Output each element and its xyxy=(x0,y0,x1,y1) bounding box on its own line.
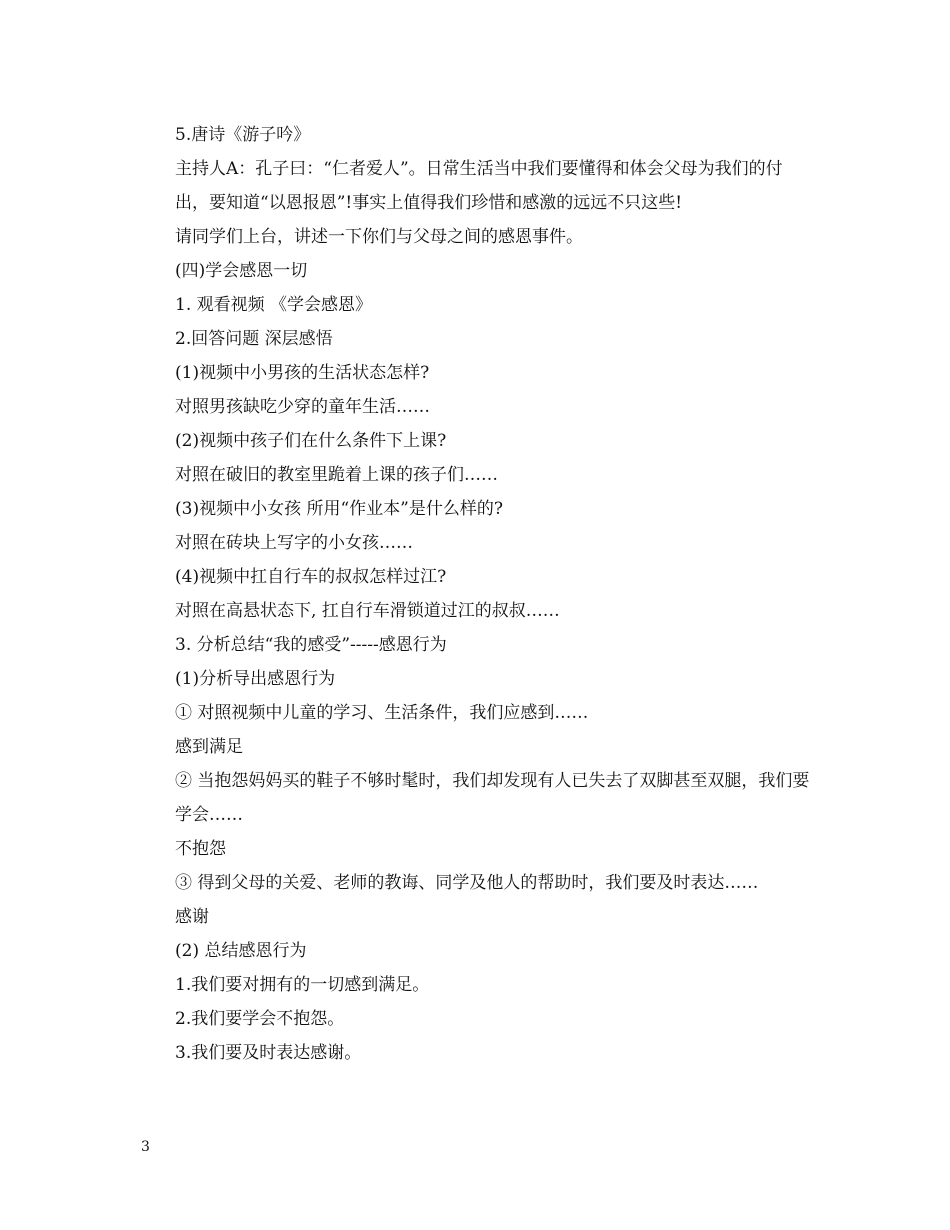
answer: 对照在砖块上写字的小女孩…… xyxy=(175,533,413,553)
list-item: 1.我们要对拥有的一切感到满足。 xyxy=(175,975,430,995)
answer: 对照在破旧的教室里跪着上课的孩子们…… xyxy=(175,465,498,485)
paragraph: 2.回答问题 深层感悟 xyxy=(175,329,333,349)
list-item: 3.我们要及时表达感谢。 xyxy=(175,1043,362,1063)
answer: 感谢 xyxy=(175,907,209,927)
list-item: ① 对照视频中儿童的学习、生活条件，我们应感到…… xyxy=(175,703,589,723)
list-item: ② 当抱怨妈妈买的鞋子不够时髦时，我们却发现有人已失去了双脚甚至双腿，我们要学会…… xyxy=(175,771,810,825)
paragraph: 1. 观看视频 《学会感恩》 xyxy=(175,295,373,315)
list-item: ③ 得到父母的关爱、老师的教诲、同学及他人的帮助时，我们要及时表达…… xyxy=(175,873,759,893)
paragraph: 请同学们上台，讲述一下你们与父母之间的感恩事件。 xyxy=(175,227,583,247)
answer: 不抱怨 xyxy=(175,839,226,859)
paragraph: (2) 总结感恩行为 xyxy=(175,941,307,961)
list-item: 2.我们要学会不抱怨。 xyxy=(175,1009,345,1029)
paragraph: 主持人A：孔子曰：“仁者爱人”。日常生活当中我们要懂得和体会父母为我们的付出，要知道“以恩报恩”!事实上值得我们珍惜和感激的远远不只这些! xyxy=(175,159,783,213)
answer: 对照男孩缺吃少穿的童年生活…… xyxy=(175,397,430,417)
document-body xyxy=(141,118,813,1070)
question: (1)视频中小男孩的生活状态怎样? xyxy=(175,363,430,383)
paragraph: 5.唐诗《游子吟》 xyxy=(175,125,311,145)
answer: 对照在高悬状态下, 扛自行车滑锁道过江的叔叔…… xyxy=(175,601,560,621)
paragraph: 3. 分析总结“我的感受”-----感恩行为 xyxy=(175,635,447,655)
question: (2)视频中孩子们在什么条件下上课? xyxy=(175,431,447,451)
question: (4)视频中扛自行车的叔叔怎样过江? xyxy=(175,567,447,587)
question: (3)视频中小女孩 所用“作业本”是什么样的? xyxy=(175,499,503,519)
paragraph: (1)分析导出感恩行为 xyxy=(175,669,336,689)
answer: 感到满足 xyxy=(175,737,243,757)
page-number: 3 xyxy=(141,1139,150,1155)
section-heading: (四)学会感恩一切 xyxy=(175,261,308,281)
